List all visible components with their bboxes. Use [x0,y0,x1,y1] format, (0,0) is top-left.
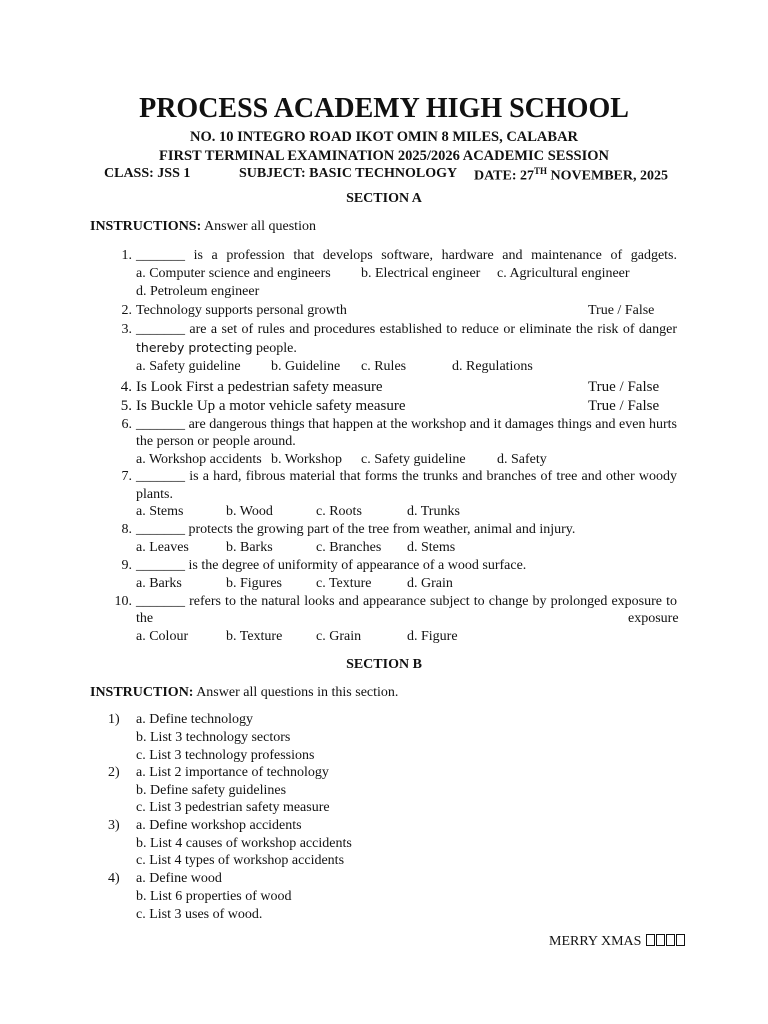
option-b: b. Texture [226,629,283,644]
option-a: a. Workshop accidents [136,452,262,467]
subquestion-b: b. List 6 properties of wood [136,889,292,904]
question-number: 1) [108,712,120,727]
question-number: 1. [121,248,132,263]
question-number: 2) [108,765,120,780]
class-label: CLASS: JSS 1 [104,166,191,181]
question-number: 6. [121,417,132,432]
option-c: c. Roots [316,504,362,519]
question-text-continued: the person or people around. [136,434,296,449]
question-text: _______ refers to the natural looks and appearance subject to change by prolonged exposure to [136,594,677,609]
question-number: 10. [114,594,132,609]
option-c: c. Texture [316,576,372,591]
school-name: PROCESS ACADEMY HIGH SCHOOL [139,93,629,124]
exam-title: FIRST TERMINAL EXAMINATION 2025/2026 ACADEMIC SESSION [159,148,609,164]
option-d: d. Stems [407,540,456,555]
section-a-title: SECTION A [346,191,422,206]
question-text-continued: plants. [136,487,173,502]
true-false-choice: True / False [588,379,660,395]
option-b: b. Barks [226,540,273,555]
subquestion-a: a. Define wood [136,871,222,886]
section-b-title: SECTION B [346,657,422,672]
missing-glyph-icon [646,934,655,946]
question-text: Technology supports personal growth [136,303,347,318]
option-b: b. Wood [226,504,273,519]
subquestion-b: b. Define safety guidelines [136,783,287,798]
question-text: Is Buckle Up a motor vehicle safety measure [136,398,406,414]
subquestion-c: c. List 3 uses of wood. [136,907,263,922]
question-number: 8. [121,522,132,537]
question-text: _______ is a profession that develops software, hardware and maintenance of gadgets. [136,248,677,263]
option-a: a. Safety guideline [136,359,241,374]
option-a: a. Computer science and engineers [136,266,331,281]
true-false-choice: True / False [588,398,660,414]
option-c: c. Rules [361,359,407,374]
true-false-choice: True / False [588,303,655,318]
option-a: a. Leaves [136,540,189,555]
subquestion-a: a. Define workshop accidents [136,818,302,833]
subquestion-b: b. List 3 technology sectors [136,730,291,745]
subquestion-c: c. List 4 types of workshop accidents [136,853,345,868]
subquestion-c: c. List 3 technology professions [136,748,315,763]
missing-glyph-icon [656,934,665,946]
question-text: _______ protects the growing part of the tree from weather, animal and injury. [136,522,576,537]
option-a: a. Barks [136,576,182,591]
merry-xmas-greeting: MERRY XMAS [549,934,685,950]
question-number: 3) [108,818,120,833]
question-number: 3. [121,322,132,337]
section-a-instruction: INSTRUCTIONS: Answer all question [90,219,316,234]
question-text: _______ are dangerous things that happen at the workshop and it damages things and even hurts [136,417,677,432]
question-text: _______ is a hard, fibrous material that forms the trunks and branches of tree and other woody [136,469,677,484]
option-a: a. Colour [136,629,189,644]
question-text-continued: exposure [628,611,679,626]
subquestion-a: a. Define technology [136,712,254,727]
question-number: 4. [120,379,132,395]
option-d: d. Regulations [452,359,533,374]
option-d: d. Safety [497,452,547,467]
option-b: b. Guideline [271,359,341,374]
subquestion-b: b. List 4 causes of workshop accidents [136,836,352,851]
option-c: c. Grain [316,629,362,644]
missing-glyph-icon [676,934,685,946]
question-number: 5. [120,398,132,414]
question-text-continued: thereby protecting people. [136,340,297,356]
option-d: d. Trunks [407,504,460,519]
option-c: c. Safety guideline [361,452,466,467]
question-number: 7. [121,469,132,484]
section-b-instruction: INSTRUCTION: Answer all questions in this section. [90,685,399,700]
missing-glyph-icon [666,934,675,946]
option-d: d. Figure [407,629,458,644]
option-c: c. Agricultural engineer [497,266,630,281]
question-text: _______ are a set of rules and procedures established to reduce or eliminate the risk of danger [136,322,677,337]
option-b: b. Workshop [271,452,342,467]
question-text-continued: the [136,611,154,626]
question-text: _______ is the degree of uniformity of appearance of a wood surface. [136,558,527,573]
option-d: d. Grain [407,576,453,591]
option-b: b. Figures [226,576,282,591]
question-number: 2. [121,303,132,318]
subquestion-a: a. List 2 importance of technology [136,765,329,780]
subquestion-c: c. List 3 pedestrian safety measure [136,800,330,815]
option-b: b. Electrical engineer [361,266,481,281]
option-a: a. Stems [136,504,184,519]
question-text: Is Look First a pedestrian safety measure [136,379,383,395]
exam-date: DATE: 27TH NOVEMBER, 2025 [474,166,668,184]
option-c: c. Branches [316,540,382,555]
question-number: 4) [108,871,120,886]
option-d: d. Petroleum engineer [136,284,260,299]
school-address: NO. 10 INTEGRO ROAD IKOT OMIN 8 MILES, CALABAR [189,129,579,145]
question-number: 9. [121,558,132,573]
subject-label: SUBJECT: BASIC TECHNOLOGY [239,166,458,181]
